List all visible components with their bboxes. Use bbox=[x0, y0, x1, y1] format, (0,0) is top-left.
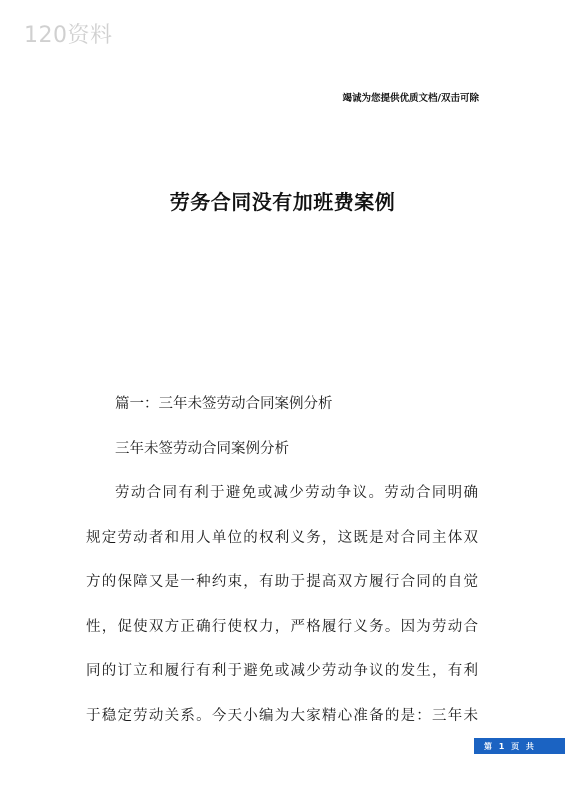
paragraph-line: 性，促使双方正确行使权力，严格履行义务。因为劳动合 bbox=[86, 618, 478, 635]
watermark-text: 120资料 bbox=[24, 23, 113, 48]
paragraph-line: 劳动合同有利于避免或减少劳动争议。劳动合同明确 bbox=[115, 485, 478, 501]
paragraph-line: 同的订立和履行有利于避免或减少劳动争议的发生，有利 bbox=[86, 663, 478, 679]
page-number-bar bbox=[474, 738, 565, 754]
page-number-label: 第 1 页 共 bbox=[484, 741, 534, 751]
paragraph-line: 于稳定劳动关系。今天小编为大家精心准备的是：三年未 bbox=[86, 707, 478, 724]
paragraph-line: 规定劳动者和用人单位的权利义务，这既是对合同主体双 bbox=[86, 529, 478, 546]
header-note: 竭诚为您提供优质文档/双击可除 bbox=[342, 93, 479, 104]
subheading: 三年未签劳动合同案例分析 bbox=[115, 440, 289, 457]
paragraph bbox=[86, 471, 478, 738]
document-title: 劳务合同没有加班费案例 bbox=[169, 190, 396, 214]
section-heading: 篇一：三年未签劳动合同案例分析 bbox=[115, 396, 333, 412]
paragraph-line: 方的保障又是一种约束，有助于提高双方履行合同的自觉 bbox=[86, 574, 478, 590]
document-body bbox=[86, 382, 478, 738]
